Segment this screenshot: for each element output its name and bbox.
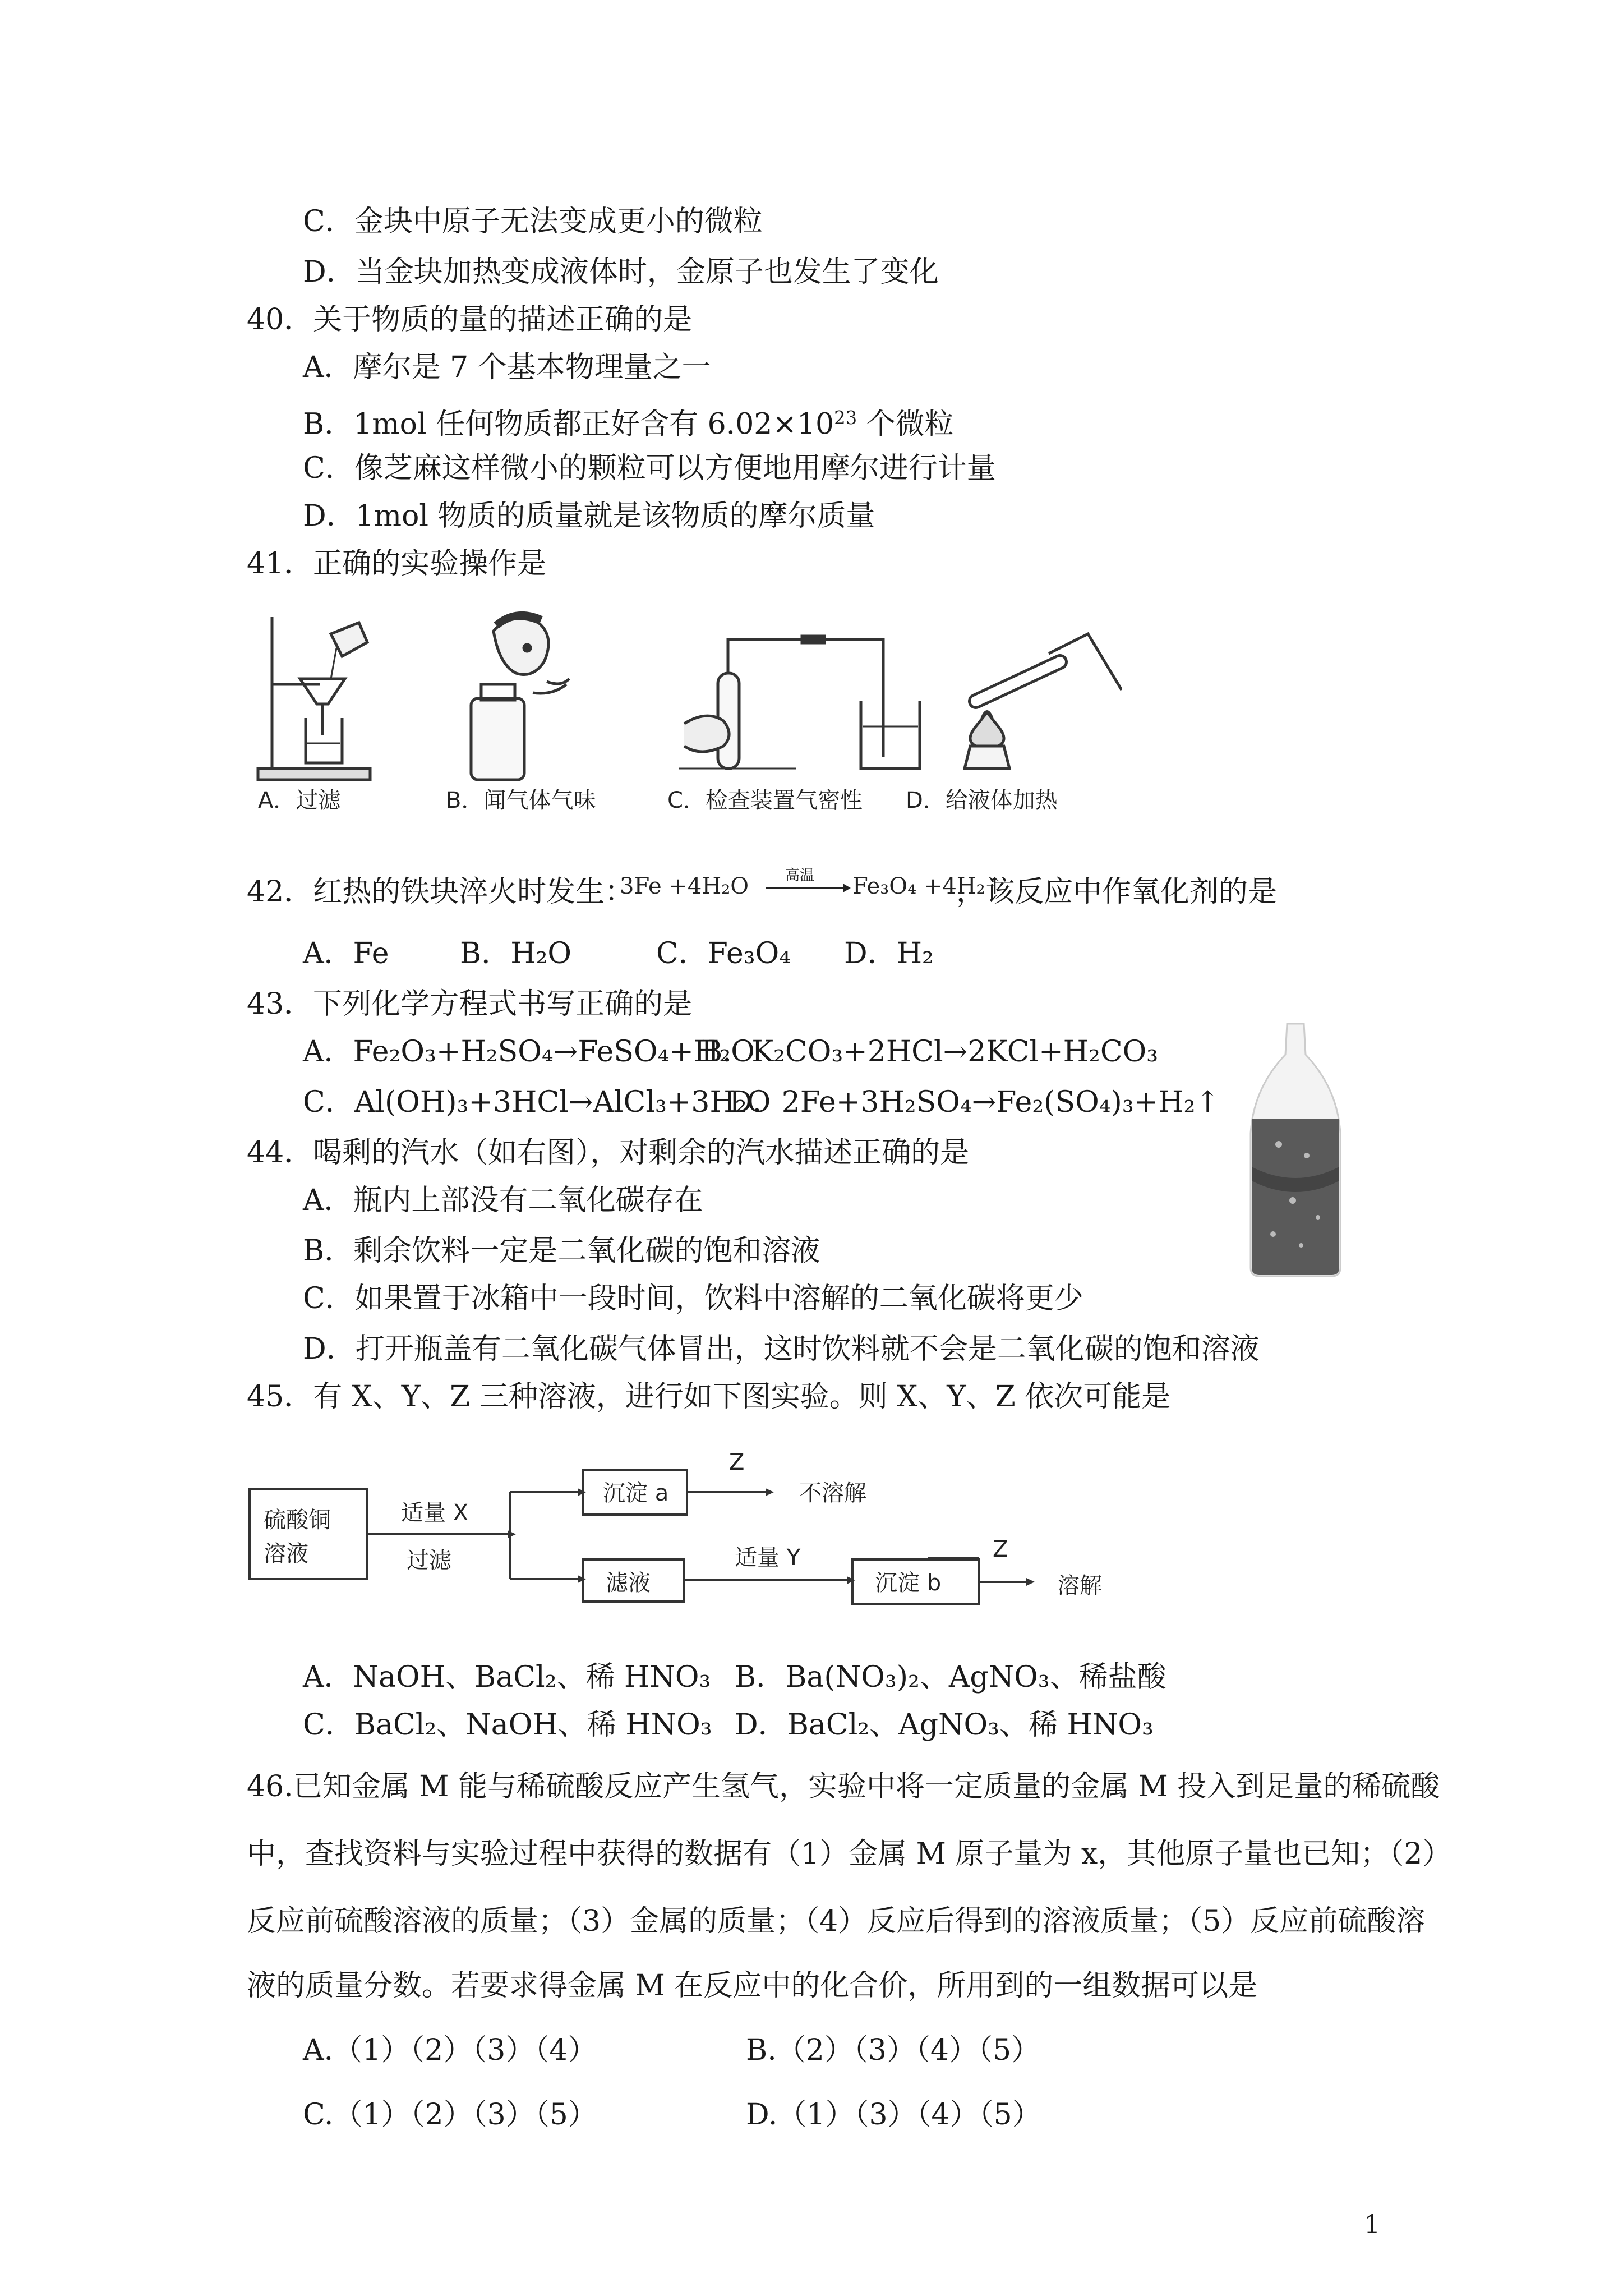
- q42-equation-right: Fe₃O₄ +4H₂↑: [852, 873, 1004, 899]
- q42-stem-prefix: 42．红热的铁块淬火时发生：: [247, 875, 634, 909]
- q42-option-c: C．Fe₃O₄: [656, 937, 791, 970]
- q40-option-a: A．摩尔是 7 个基本物理量之一: [303, 351, 711, 384]
- flow-reagent-y: 适量 Y: [735, 1545, 801, 1571]
- flow-start-line1: 硫酸铜: [264, 1507, 331, 1533]
- q42-equation-left: 3Fe +4H₂O: [620, 873, 749, 899]
- q44-option-d: D．打开瓶盖有二氧化碳气体冒出，这时饮料就不会是二氧化碳的饱和溶液: [303, 1332, 1260, 1366]
- q43-option-a: A．Fe₂O₃+H₂SO₄→FeSO₄+H₂O: [303, 1035, 755, 1069]
- q40-option-c: C．像芝麻这样微小的颗粒可以方便地用摩尔进行计量: [303, 452, 996, 485]
- q42-equation-condition: 高温: [785, 867, 815, 884]
- q44-option-c: C．如果置于冰箱中一段时间，饮料中溶解的二氧化碳将更少: [303, 1282, 1083, 1315]
- flow-precipitate-a: 沉淀 a: [603, 1480, 669, 1506]
- flow-reagent-x: 适量 X: [401, 1500, 469, 1526]
- q45-stem: 45．有 X、Y、Z 三种溶液，进行如下图实验。则 X、Y、Z 依次可能是: [247, 1380, 1171, 1414]
- q40-option-d: D．1mol 物质的质量就是该物质的摩尔质量: [303, 499, 875, 533]
- q46-option-b: B.（2）（3）（4）（5）: [746, 2033, 1041, 2067]
- heat-liquid-apparatus-image: [965, 634, 1122, 769]
- q43-option-b: B．K₂CO₃+2HCl→2KCl+H₂CO₃: [701, 1035, 1159, 1069]
- q42-option-d: D．H₂: [844, 937, 934, 970]
- flow-start-line2: 溶液: [264, 1541, 308, 1567]
- caption-d: D．给液体加热: [906, 788, 1058, 813]
- flow-insoluble: 不溶解: [799, 1480, 866, 1506]
- q40-stem: 40．关于物质的量的描述正确的是: [247, 303, 693, 337]
- flow-z2: Z: [993, 1536, 1008, 1562]
- q42-option-a: A．Fe: [303, 937, 389, 970]
- apparatus-figure: [247, 600, 1122, 836]
- flow-filtrate: 滤液: [606, 1570, 651, 1596]
- q41-stem: 41．正确的实验操作是: [247, 547, 547, 581]
- q40-option-b-text: B．1mol 任何物质都正好含有 6.02×10: [303, 407, 834, 441]
- soda-bottle-image: [1239, 1021, 1352, 1279]
- smell-gas-apparatus-image: [471, 615, 569, 780]
- q44-option-b: B．剩余饮料一定是二氧化碳的饱和溶液: [303, 1234, 820, 1268]
- q42-option-b: B．H₂O: [460, 937, 572, 970]
- q45-option-a: A．NaOH、BaCl₂、稀 HNO₃: [303, 1660, 711, 1694]
- q45-option-c: C．BaCl₂、NaOH、稀 HNO₃: [303, 1708, 712, 1742]
- q40-option-b-exponent: 23: [834, 407, 857, 429]
- q46-option-a: A.（1）（2）（3）（4）: [303, 2033, 597, 2067]
- q39-option-c: C．金块中原子无法变成更小的微粒: [303, 205, 763, 238]
- q43-option-c: C．Al(OH)₃+3HCl→AlCl₃+3H₂O: [303, 1085, 771, 1119]
- q40-option-b-tail: 个微粒: [857, 407, 954, 441]
- q42-arrow-head: [843, 884, 851, 892]
- q42-stem-suffix: ，该反应中作氧化剂的是: [956, 875, 1278, 909]
- q43-stem: 43．下列化学方程式书写正确的是: [247, 987, 693, 1021]
- q46-line1: 46.已知金属 M 能与稀硫酸反应产生氢气，实验中将一定质量的金属 M 投入到足量的稀硫酸: [247, 1770, 1440, 1803]
- page-number: 1: [1364, 2209, 1381, 2239]
- q40-option-b: [303, 398, 954, 444]
- q45-option-b: B．Ba(NO₃)₂、AgNO₃、稀盐酸: [735, 1660, 1166, 1694]
- q46-line4: 液的质量分数。若要求得金属 M 在反应中的化合价，所用到的一组数据可以是: [247, 1969, 1258, 2003]
- flow-filter: 过滤: [407, 1548, 451, 1573]
- caption-c: C．检查装置气密性: [667, 788, 863, 813]
- q45-flow-diagram: [247, 1450, 1144, 1641]
- q46-line2: 中，查找资料与实验过程中获得的数据有（1）金属 M 原子量为 x，其他原子量也已知；（2）: [247, 1837, 1452, 1871]
- q46-line3: 反应前硫酸溶液的质量；（3）金属的质量；（4）反应后得到的溶液质量；（5）反应前硫酸溶: [247, 1904, 1426, 1938]
- q46-option-c: C.（1）（2）（3）（5）: [303, 2098, 597, 2132]
- caption-a: A．过滤: [258, 788, 341, 813]
- q45-option-d: D．BaCl₂、AgNO₃、稀 HNO₃: [735, 1708, 1154, 1742]
- q46-option-d: D.（1）（3）（4）（5）: [746, 2098, 1041, 2132]
- flow-dissolves: 溶解: [1057, 1573, 1102, 1599]
- q44-stem: 44．喝剩的汽水（如右图），对剩余的汽水描述正确的是: [247, 1136, 970, 1170]
- q44-option-a: A．瓶内上部没有二氧化碳存在: [303, 1184, 703, 1217]
- filtration-apparatus-image: [258, 617, 370, 780]
- flow-precipitate-b: 沉淀 b: [875, 1570, 942, 1596]
- q39-option-d: D．当金块加热变成液体时，金原子也发生了变化: [303, 255, 939, 289]
- q43-option-d: D．2Fe+3H₂SO₄→Fe₂(SO₄)₃+H₂↑: [729, 1085, 1220, 1119]
- q42-equation: [620, 867, 1012, 906]
- caption-b: B．闻气体气味: [446, 788, 596, 813]
- airtightness-apparatus-image: [679, 636, 920, 769]
- flow-z1: Z: [729, 1450, 745, 1475]
